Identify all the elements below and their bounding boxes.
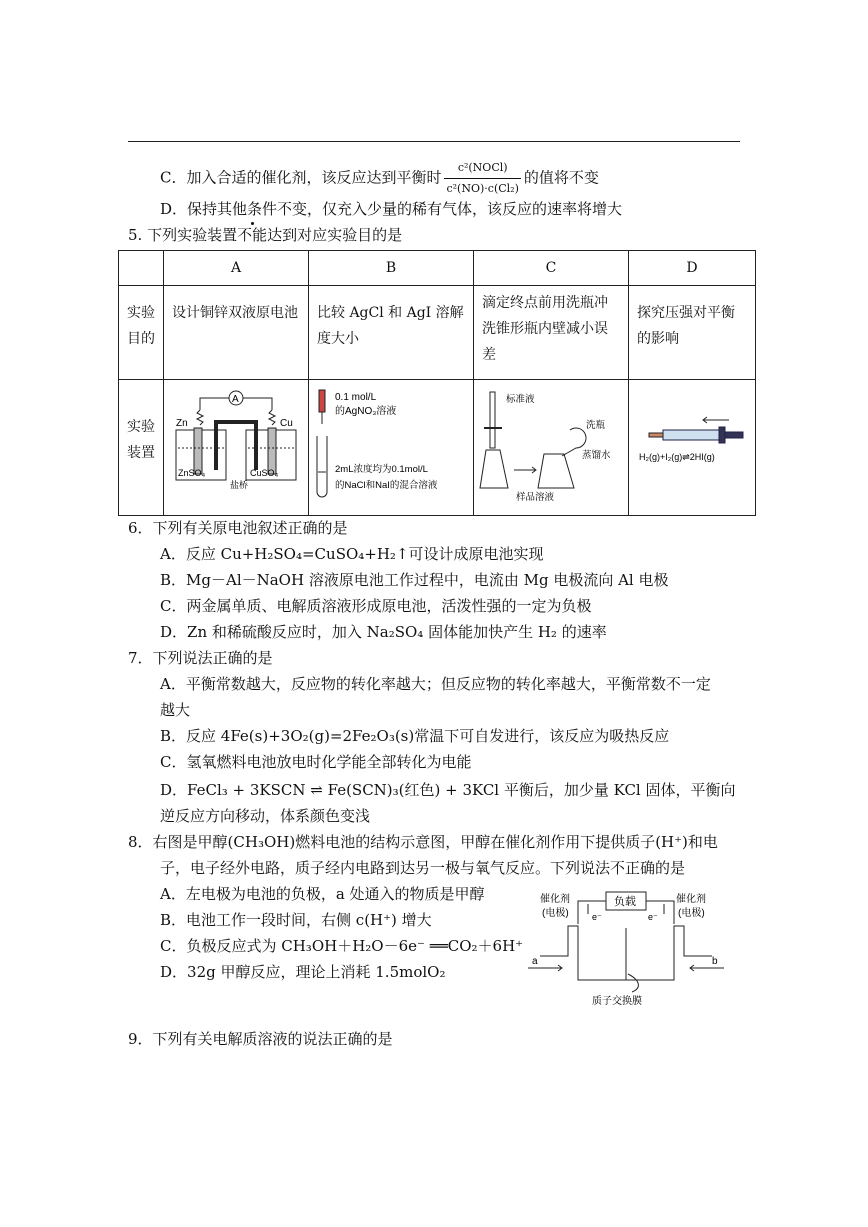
equilibrium-label: H₂(g)+I₂(g)⇌2HI(g) bbox=[639, 452, 715, 462]
mixture-conc-label: 2mL浓度均为0.1mol/L bbox=[335, 464, 428, 475]
q8-option-d: D．32g 甲醇反应，理论上消耗 1.5molO₂ bbox=[160, 963, 446, 981]
wash-bottle-label: 洗瓶 bbox=[586, 420, 606, 431]
q7-option-d-line2: 逆反应方向移动，体系颜色变浅 bbox=[160, 807, 371, 825]
apparatus-a bbox=[164, 380, 309, 516]
q4-option-d: D．保持其他条件不变，仅充入少量的稀有气体，该反应的速率将增大 bbox=[160, 200, 623, 218]
header-d: D bbox=[629, 251, 756, 286]
cu-label: Cu bbox=[280, 418, 293, 429]
q4-option-c: C．加入合适的催化剂，该反应达到平衡时 $\frac{\text{c²(NOCl)}}{\text{c²(NO)·c(Cl₂)}}$ 的值将不变 bbox=[160, 158, 599, 199]
q6-option-b: B．Mg－Al－NaOH 溶液原电池工作过程中，电流由 Mg 电极流向 Al 电极 bbox=[160, 571, 669, 589]
row-label-purpose: 实验目的 bbox=[119, 286, 164, 380]
zn-label: Zn bbox=[176, 418, 188, 429]
ammeter-label: A bbox=[232, 394, 239, 405]
header-b: B bbox=[309, 251, 474, 286]
apparatus-b bbox=[309, 380, 474, 516]
q6-stem: 6．下列有关原电池叙述正确的是 bbox=[128, 519, 348, 537]
q8-stem-line2: 子，电子经外电路，质子经内电路到达另一极与氧气反应。下列说法不正确的是 bbox=[160, 859, 686, 877]
distilled-water-label: 蒸馏水 bbox=[582, 450, 611, 461]
q6-option-a: A．反应 Cu+H₂SO₄=CuSO₄+H₂↑可设计成原电池实现 bbox=[160, 545, 544, 563]
header-a: A bbox=[164, 251, 309, 286]
q6-option-c: C．两金属单质、电解质溶液形成原电池，活泼性强的一定为负极 bbox=[160, 597, 592, 615]
salt-bridge-label: 盐桥 bbox=[230, 480, 249, 490]
proton-membrane-label: 质子交换膜 bbox=[592, 996, 642, 1007]
sample-solution-label: 样品溶液 bbox=[516, 492, 555, 502]
q8-option-a: A．左电极为电池的负极，a 处通入的物质是甲醇 bbox=[160, 885, 485, 903]
row-label-apparatus: 实验装置 bbox=[119, 380, 164, 516]
electron-left-label: e⁻ bbox=[592, 912, 602, 922]
agno3-conc-label: 0.1 mol/L bbox=[335, 392, 377, 403]
apparatus-d bbox=[629, 380, 756, 516]
electron-right-label: e⁻ bbox=[648, 912, 658, 922]
inlet-a-label: a bbox=[532, 956, 538, 967]
header-c: C bbox=[474, 251, 629, 286]
load-label: 负载 bbox=[614, 896, 636, 908]
table-corner bbox=[119, 251, 164, 286]
experiment-table bbox=[118, 250, 756, 516]
fuel-cell-figure bbox=[528, 888, 724, 1010]
q7-option-a-line2: 越大 bbox=[160, 701, 191, 719]
q9-stem: 9．下列有关电解质溶液的说法正确的是 bbox=[128, 1030, 393, 1048]
q7-option-c: C．氢氧燃料电池放电时化学能全部转化为电能 bbox=[160, 753, 472, 771]
q7-stem: 7．下列说法正确的是 bbox=[128, 649, 273, 667]
mixture-label: 的NaCl和NaI的混合溶液 bbox=[335, 480, 438, 491]
precipitation-figure bbox=[313, 384, 469, 502]
left-catalyst-label: 催化剂 bbox=[540, 894, 570, 905]
syringe-figure bbox=[633, 384, 751, 502]
emphasis-dots: 不能 bbox=[237, 226, 268, 244]
q8-option-b: B．电池工作一段时间，右侧 c(H⁺) 增大 bbox=[160, 911, 432, 929]
q5-stem: 5. 下列实验装置不能达到对应实验目的是 bbox=[128, 226, 403, 244]
purpose-c: 滴定终点前用洗瓶冲洗锥形瓶内壁减小误差 bbox=[474, 286, 629, 380]
header-rule bbox=[128, 141, 740, 142]
inlet-b-label: b bbox=[712, 956, 718, 967]
galvanic-cell-figure bbox=[168, 384, 304, 502]
purpose-b: 比较 AgCl 和 AgI 溶解度大小 bbox=[309, 286, 474, 380]
agno3-label: 的AgNO₃溶液 bbox=[335, 406, 397, 417]
q8-stem-line1: 8．右图是甲醇(CH₃OH)燃料电池的结构示意图，甲醇在催化剂作用下提供质子(H⁺)和电 bbox=[128, 833, 718, 851]
titration-figure bbox=[478, 384, 624, 502]
q7-option-a-line1: A．平衡常数越大，反应物的转化率越大；但反应物的转化率越大，平衡常数不一定 bbox=[160, 675, 711, 693]
left-electrode-label: (电极) bbox=[542, 908, 569, 919]
standard-solution-label: 标准液 bbox=[506, 394, 535, 405]
q8-option-c: C．负极反应式为 CH₃OH＋H₂O－6e⁻ ══CO₂＋6H⁺ bbox=[160, 937, 524, 955]
fraction: $\frac{\text{c²(NOCl)}}{\text{c²(NO)·c(Cl₂)}}$ bbox=[444, 158, 520, 199]
right-electrode-label: (电极) bbox=[678, 908, 705, 919]
left-solution-label: ZnSO₄ bbox=[178, 468, 206, 478]
purpose-a: 设计铜锌双液原电池 bbox=[164, 286, 309, 380]
right-solution-label: CuSO₄ bbox=[250, 468, 279, 478]
right-catalyst-label: 催化剂 bbox=[676, 894, 706, 905]
apparatus-c bbox=[474, 380, 629, 516]
purpose-d: 探究压强对平衡的影响 bbox=[629, 286, 756, 380]
q7-option-b: B．反应 4Fe(s)+3O₂(g)=2Fe₂O₃(s)常温下可自发进行，该反应为吸热反应 bbox=[160, 727, 670, 745]
q7-option-d-line1: D．FeCl₃ + 3KSCN ⇌ Fe(SCN)₃(红色) + 3KCl 平衡后，加少量 KCl 固体，平衡向 bbox=[160, 781, 736, 799]
q6-option-d: D．Zn 和稀硫酸反应时，加入 Na₂SO₄ 固体能加快产生 H₂ 的速率 bbox=[160, 623, 607, 641]
